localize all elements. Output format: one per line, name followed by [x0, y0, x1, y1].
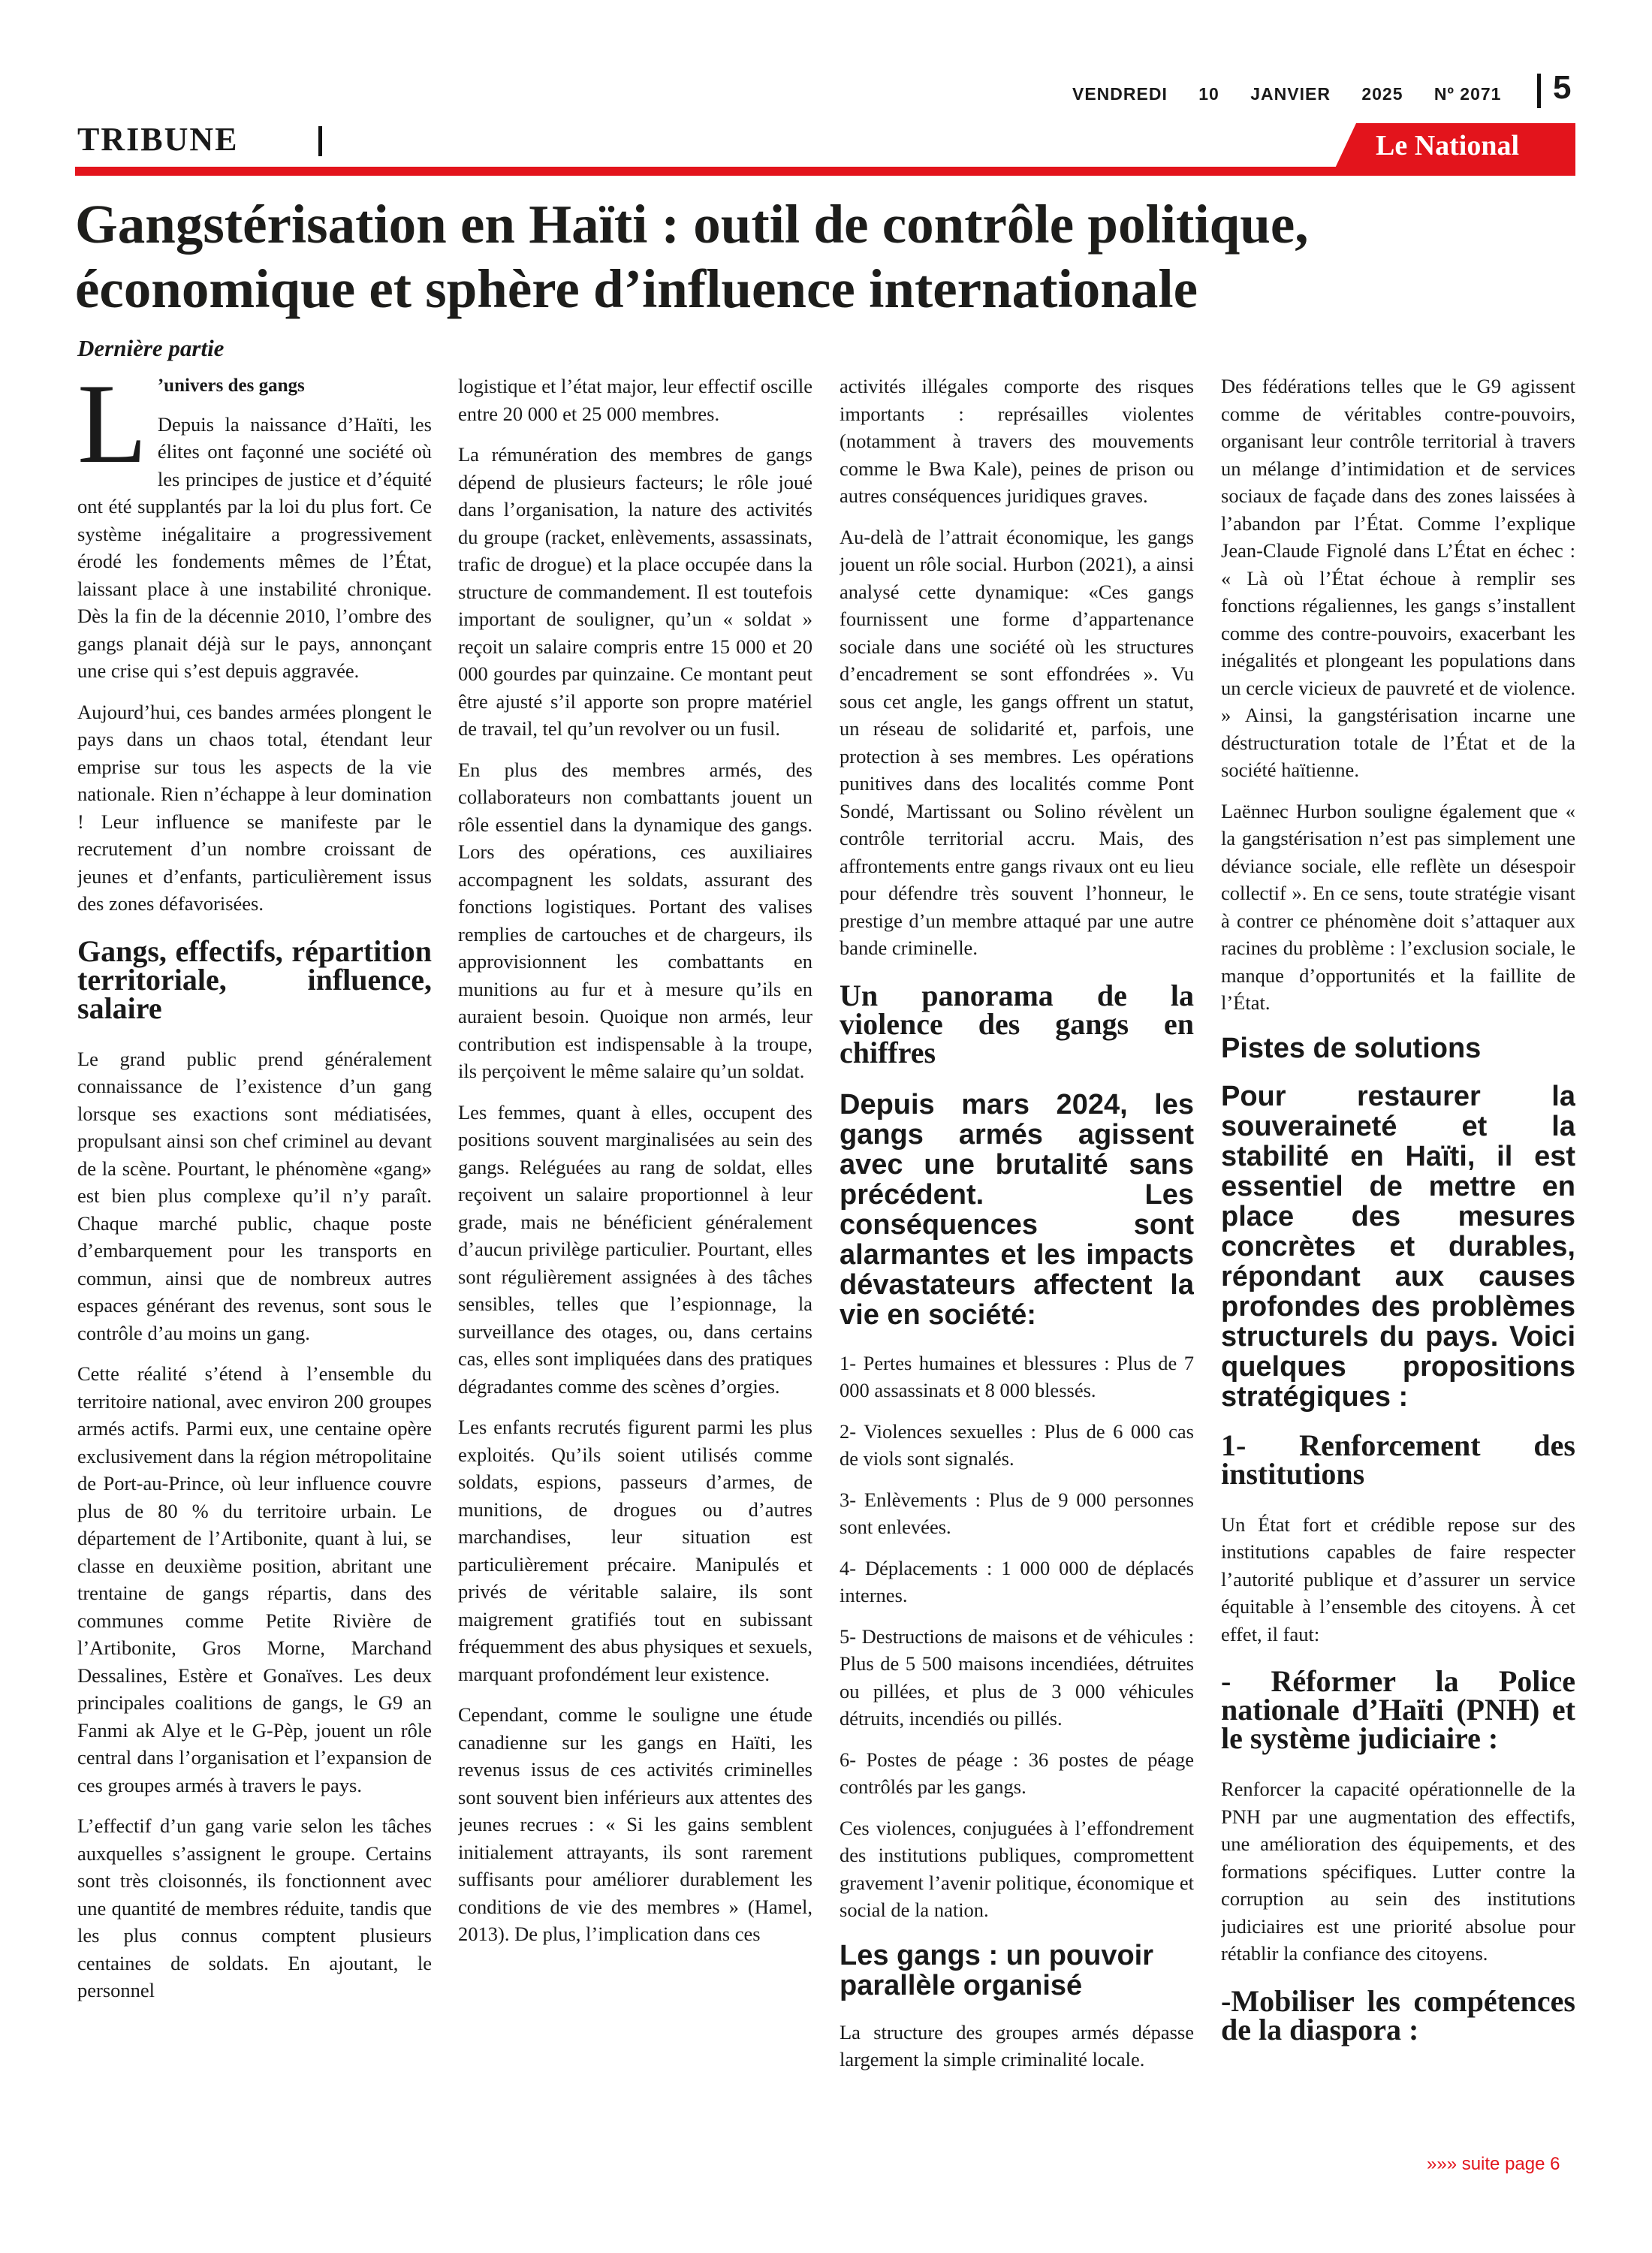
paragraph: Depuis la naissance d’Haïti, les élites ont façonné une société où les principes de justice et d’équité ont été supplantés par la loi du plus fort. Ce système inégalitaire a progressivement érodé les fondements mêmes de l’État, laissant place à une instabilité chronique. Dès la fin de la décennie 2010, l’ombre des gangs planait déjà sur le pays, annonçant une crise qui s’est depuis aggravée. — [77, 412, 432, 682]
issue-month: JANVIER — [1250, 84, 1331, 104]
paragraph: La structure des groupes armés dépasse largement la simple criminalité locale. — [840, 2020, 1194, 2071]
lead-pistes: Pour restaurer la souveraineté et la stabilité en Haïti, il est essentiel de mettre en place des mesures concrètes et durables, répondant aux causes profondes des problèmes structurels du pays. Voici quelques propositions stratégiques : — [1221, 1080, 1575, 1413]
page-number: 5 — [1553, 69, 1572, 106]
paragraph: L’effectif d’un gang varie selon les tâches auxquelles s’assignent le groupe. Certains sont très cloisonnés, ils fonctionnent avec une quantité de membres réduite, tandis que les plus connus comptent plusieurs centaines de soldats. En ajoutant, le personnel — [77, 1814, 432, 2001]
paragraph: logistique et l’état major, leur effectif oscille entre 20 000 et 25 000 membres. — [458, 375, 812, 425]
paragraph: Le grand public prend généralement connaissance de l’existence d’un gang lorsque ses exactions sont médiatisées, propulsant ainsi son chef criminel au devant de la scène. Pourtant, le phénomène «gang» est bien plus complexe qu’il n’y paraît. Chaque marché public, chaque poste d’embarquement pour les transports en commun, ainsi que de nombreux autres espaces générant des revenus, sont sous le contrôle d’au moins un gang. — [77, 1047, 432, 1344]
section-divider — [318, 126, 322, 156]
article-headline: Gangstérisation en Haïti : outil de contrôle politique, économique et sphère d’influence internationale — [75, 194, 1309, 319]
subheading-pouvoir: Les gangs : un pouvoir parallèle organisé — [840, 1939, 1154, 2001]
column-1 — [77, 372, 432, 2145]
paragraph: Les femmes, quant à elles, occupent des positions souvent marginalisées au sein des gangs. Reléguées au rang de soldat, elles reçoivent un salaire proportionnel à leur grade, mais ne bénéficient généralement d’aucun privilège particulier. Pourtant, elles sont régulièrement assignées à des tâches sensibles, telles que l’espionnage, la surveillance des otages, ou, dans certains cas, elles sont impliquées dans des pratiques dégradantes comme des scènes d’orgies. — [458, 1100, 812, 1398]
paragraph: Un État fort et crédible repose sur des institutions capables de faire respecter l’autorité publique et d’assurer un service équitable à l’ensemble des citoyens. À cet effet, il faut: — [1221, 1513, 1575, 1645]
paragraph: Ces violences, conjuguées à l’effondrement des institutions publiques, compromettent gravement l’avenir politique, économique et social de la nation. — [840, 1816, 1194, 1921]
column-2 — [458, 372, 812, 2145]
paragraph: Au-delà de l’attrait économique, les gangs jouent un rôle social. Hurbon (2021), a ainsi analysé cette dynamique: «Ces gangs fournissent une forme d’appartenance sociale dans une société où les structures d’encadrement se sont effondrées ». Vu sous cet angle, les gangs offrent un statut, un réseau de solidarité et, parfois, une protection à ses membres. Les opérations punitives dans des localités comme Pont Sondé, Martissant ou Solino révèlent un contrôle territorial accru. Mais, des affrontements entre gangs rivaux ont eu lieu pour défendre très souvent l’honneur, le prestige d’un membre attaqué par une autre bande criminelle. — [840, 525, 1194, 959]
stat-item: 6- Postes de péage : 36 postes de péage contrôlés par les gangs. — [840, 1748, 1194, 1798]
continued-link[interactable]: »»» suite page 6 — [1427, 2154, 1560, 2174]
subheading-diaspora: -Mobiliser les compétences de la diaspora : — [1221, 1983, 1575, 2046]
issue-day: VENDREDI — [1072, 84, 1168, 104]
column-4 — [1221, 372, 1575, 2145]
subheading-effectifs: Gangs, effectifs, répartition territoriale, influence, salaire — [77, 933, 432, 1025]
intro-kicker: ’univers des gangs — [157, 376, 305, 396]
subheading-pistes: Pistes de solutions — [1221, 1032, 1482, 1064]
paragraph: En plus des membres armés, des collaborateurs non combattants jouent un rôle essentiel dans la dynamique des gangs. Lors des opérations, ces auxiliaires accompagnent les soldats, assurant des fonctions logistiques. Portant des valises remplies de cartouches et de chargeurs, ils approvisionnent les combattants en munitions au fur et à mesure qu’ils en auraient besoin. Quoique non armés, leur contribution est indispensable à la troupe, ils perçoivent le même salaire qu’un soldat. — [458, 758, 812, 1082]
article-part-label: Dernière partie — [77, 335, 225, 361]
paragraph: Des fédérations telles que le G9 agissent comme de véritables contre-pouvoirs, organisant leur contrôle territorial à travers un mélange d’intimidation et de services sociaux de façade dans des zones laissées à l’abandon par l’État. Comme l’explique Jean-Claude Fignolé dans L’État en échec : « Là où l’État échoue à remplir ses fonctions régaliennes, les gangs s’installent comme des contre-pouvoirs, exacerbant les inégalités et plongeant les populations dans un cercle vicieux de pauvreté et de violence. » Ainsi, la gangstérisation incarne une déstructuration totale de l’État et de la société haïtienne. — [1221, 375, 1575, 781]
paragraph: Cependant, comme le souligne une étude canadienne sur les gangs en Haïti, les revenus issus de ces activités criminelles sont souvent bien inférieurs aux attentes des jeunes recrues : « Si les gains semblent initialement attrayants, ils sont rarement suffisants pour améliorer durablement les conditions de vie des membres » (Hamel, 2013). De plus, l’implication dans ces — [458, 1703, 812, 1945]
drop-cap: L — [77, 372, 147, 487]
stat-item: 4- Déplacements : 1 000 000 de déplacés internes. — [840, 1556, 1194, 1606]
paragraph: activités illégales comporte des risques importants : représailles violentes (notamment à travers des mouvements comme le Bwa Kale), peines de prison ou autres conséquences juridiques graves. — [840, 375, 1194, 507]
subheading-panorama: Un panorama de la violence des gangs en chiffres — [840, 978, 1194, 1069]
paragraph: Renforcer la capacité opérationnelle de la PNH par une augmentation des effectifs, une amélioration des équipements, et des formations spécifiques. Lutter contre la corruption au sein des institutions judiciaires est une priorité absolue pour rétablir la confiance des citoyens. — [1221, 1778, 1575, 1965]
subheading-renforcement: 1- Renforcement des institutions — [1221, 1428, 1575, 1491]
paragraph: La rémunération des membres de gangs dépend de plusieurs facteurs; le rôle joué dans l’organisation, la nature des activités du groupe (racket, enlèvements, assassinats, trafic de drogue) et la place occupée dans la structure de commandement. Il est toutefois important de souligner, qu’un « soldat » reçoit un salaire compris entre 15 000 et 20 000 gourdes par quinzaine. Ce montant peut être ajusté s’il apporte son propre matériel de travail, tel qu’un revolver ou un fusil. — [458, 443, 812, 740]
stat-item: 2- Violences sexuelles : Plus de 6 000 cas de viols sont signalés. — [840, 1419, 1194, 1470]
paragraph: Les enfants recrutés figurent parmi les plus exploités. Qu’ils soient utilisés comme soldats, espions, passeurs d’armes, de munitions, de drogues ou d’autres marchandises, leur situation est particulièrement précaire. Manipulés et privés de véritable salaire, ils sont maigrement gratifiés tout en subissant fréquemment des abus physiques et sexuels, marquant profondément leur existence. — [458, 1416, 812, 1685]
subheading-reformer: - Réformer la Police nationale d’Haïti (PNH) et le système judiciaire : — [1221, 1664, 1575, 1755]
issue-date-line — [1072, 84, 1527, 104]
issue-number: Nº 2071 — [1433, 84, 1502, 104]
issue-year: 2025 — [1361, 84, 1403, 104]
column-3 — [840, 372, 1194, 2145]
stat-item: 3- Enlèvements : Plus de 9 000 personnes sont enlevées. — [840, 1488, 1194, 1538]
page-number-divider — [1537, 74, 1541, 108]
paragraph: Aujourd’hui, ces bandes armées plongent le pays dans un chaos total, étendant leur emprise sur tous les aspects de la vie nationale. Rien n’échappe à leur domination ! Leur influence se manifeste par le recrutement d’un nombre croissant de jeunes et d’enfants, particulièrement issus des zones défavorisées. — [77, 700, 432, 915]
stat-item: 5- Destructions de maisons et de véhicules : Plus de 5 500 maisons incendiées, détruites ou pillées, et plus de 3 000 véhicules détruits, incendiés ou pillés. — [840, 1624, 1194, 1730]
stat-item: 1- Pertes humaines et blessures : Plus de 7 000 assassinats et 8 000 blessés. — [840, 1351, 1194, 1401]
newspaper-logo: Le National — [1376, 130, 1520, 161]
section-label: TRIBUNE — [77, 121, 239, 158]
paragraph: Laënnec Hurbon souligne également que « la gangstérisation n’est pas simplement une déviance sociale, elle reflète un désespoir collectif ». En ce sens, toute stratégie visant à contrer ce phénomène doit s’attaquer aux racines du problème : l’exclusion sociale, le manque d’opportunités et la faillite de l’État. — [1221, 799, 1575, 1014]
header-rule — [75, 167, 1575, 176]
paragraph: Cette réalité s’étend à l’ensemble du territoire national, avec environ 200 groupes armés actifs. Parmi eux, une centaine opère exclusivement dans la région métropolitaine de Port-au-Prince, où leur influence couvre plus de 80 % du territoire urbain. Le département de l’Artibonite, quant à lui, se classe en deuxième position, abritant une trentaine de gangs répartis, dans des communes comme Petite Rivière de l’Artibonite, Gros Morne, Marchand Dessalines, Estère et Gonaïves. Les deux principales coalitions de gangs, le G9 an Fanmi ak Alye et le G-Pèp, jouent un rôle central dans l’organisation et l’expansion de ces groupes armés à travers le pays. — [77, 1362, 432, 1796]
issue-date: 10 — [1198, 84, 1219, 104]
lead-panorama: Depuis mars 2024, les gangs armés agissent avec une brutalité sans précédent. Les conséquences sont alarmantes et les impacts dévastateurs affectent la vie en société: — [840, 1088, 1194, 1331]
